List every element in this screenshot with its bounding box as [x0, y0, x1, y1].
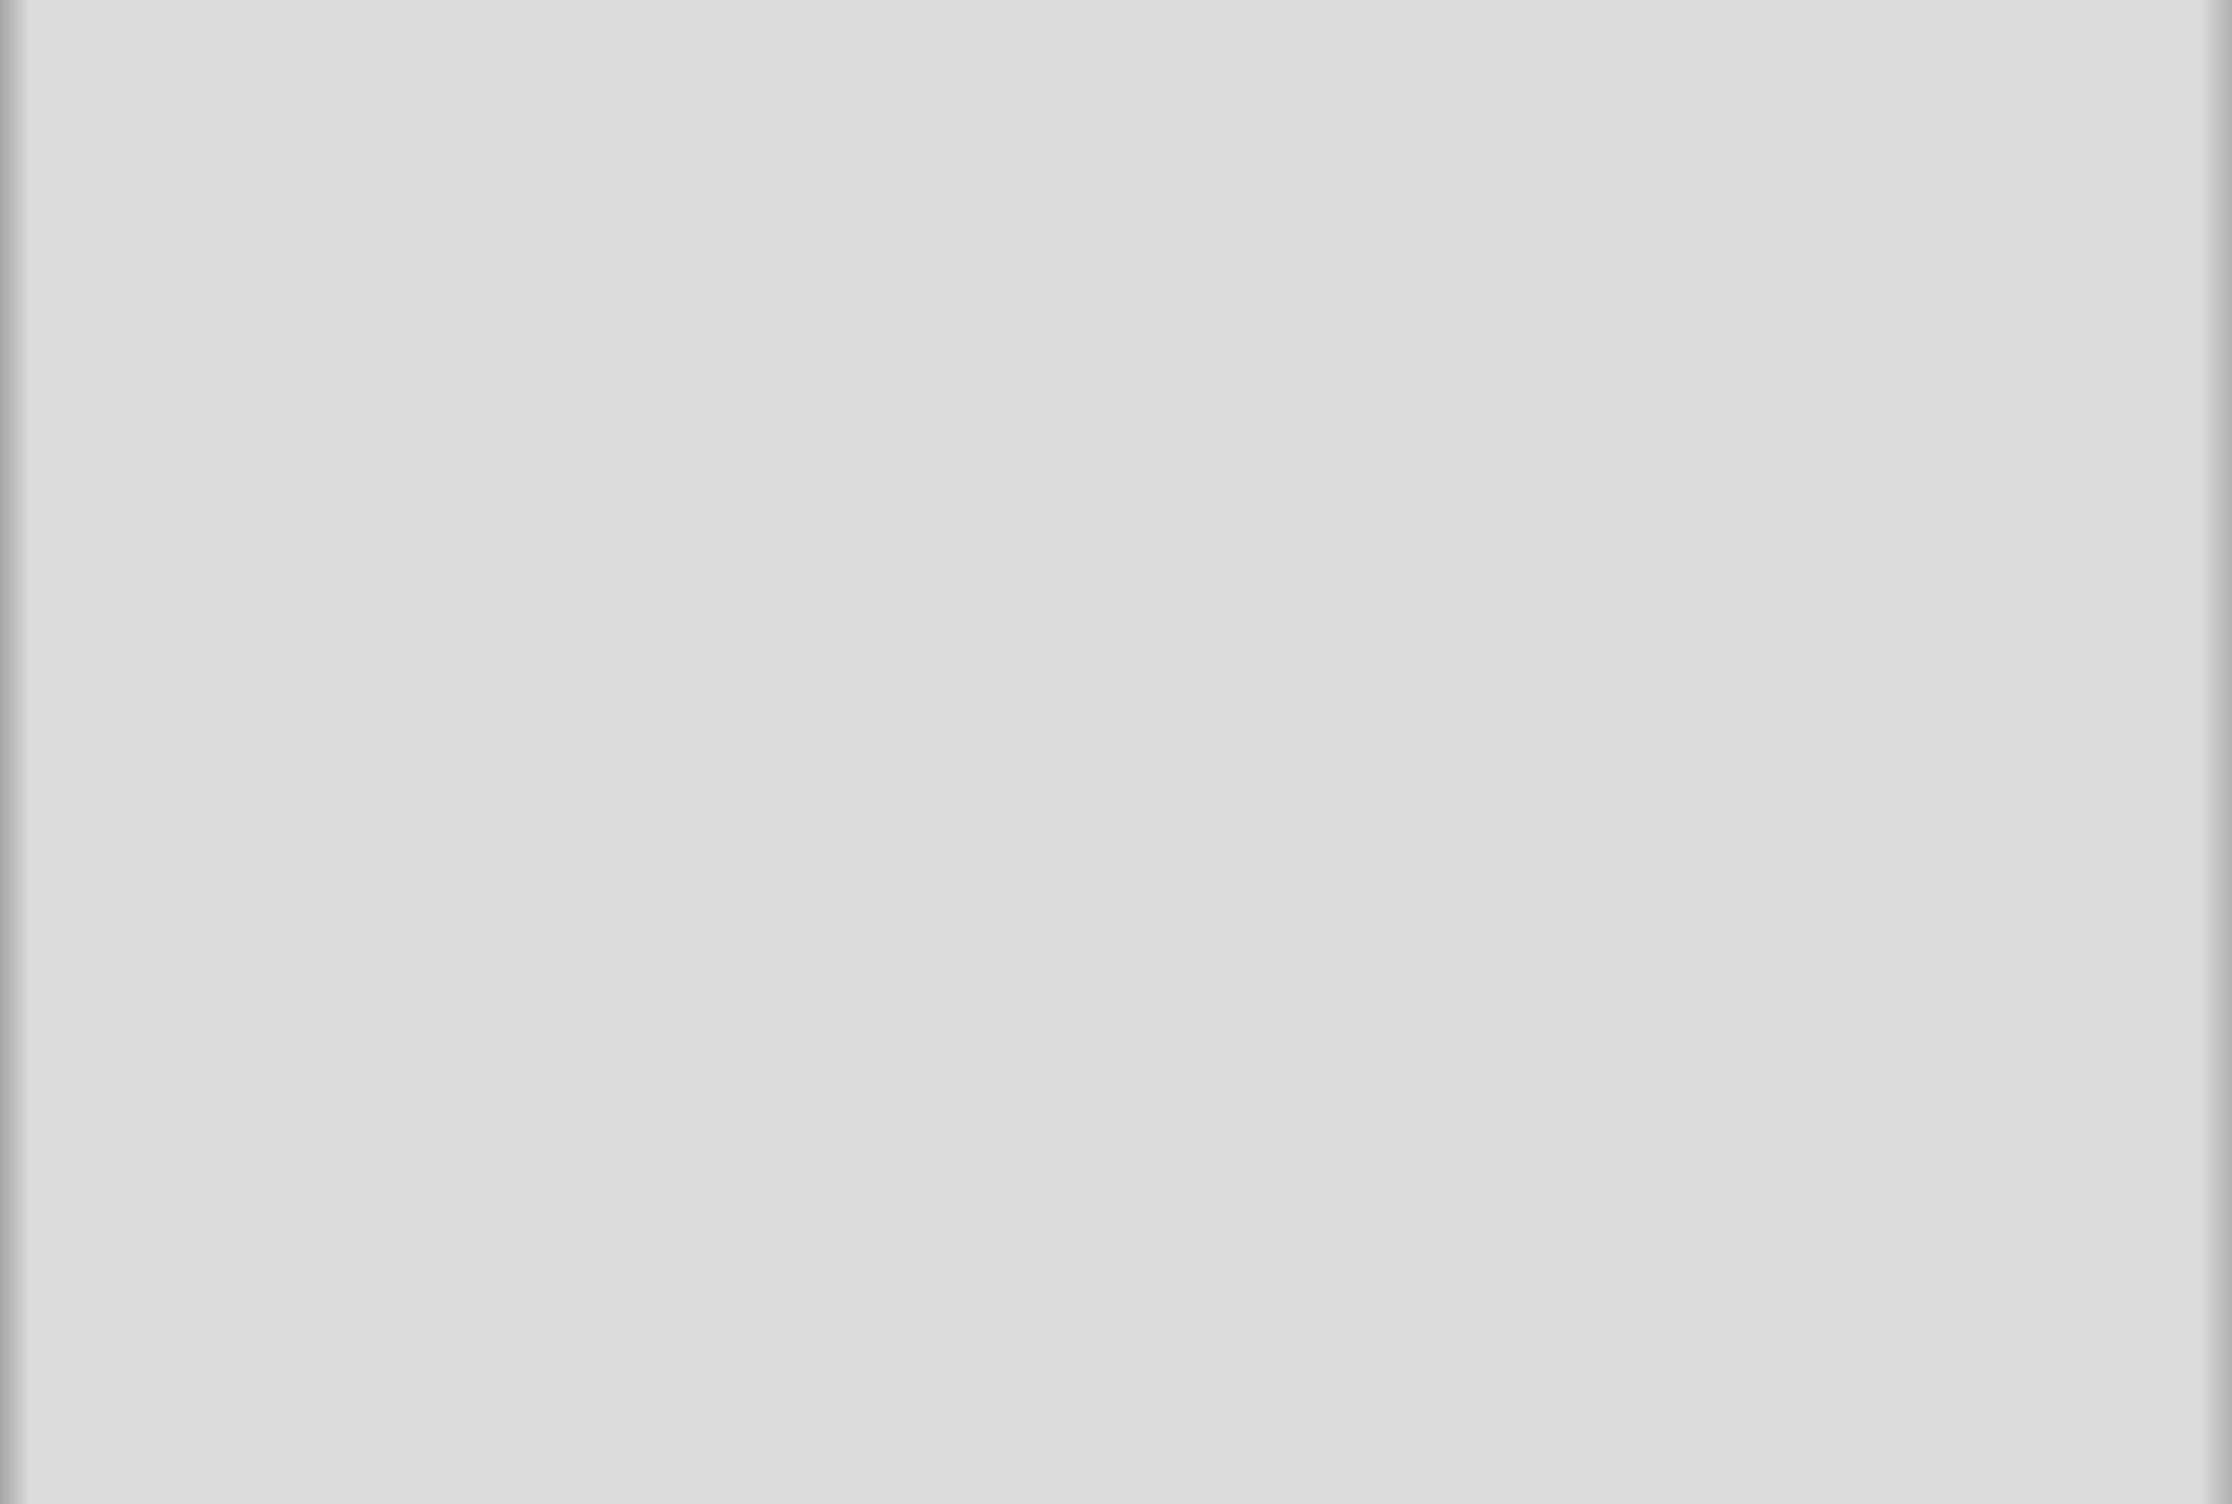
page-title: [130, 40, 1915, 100]
